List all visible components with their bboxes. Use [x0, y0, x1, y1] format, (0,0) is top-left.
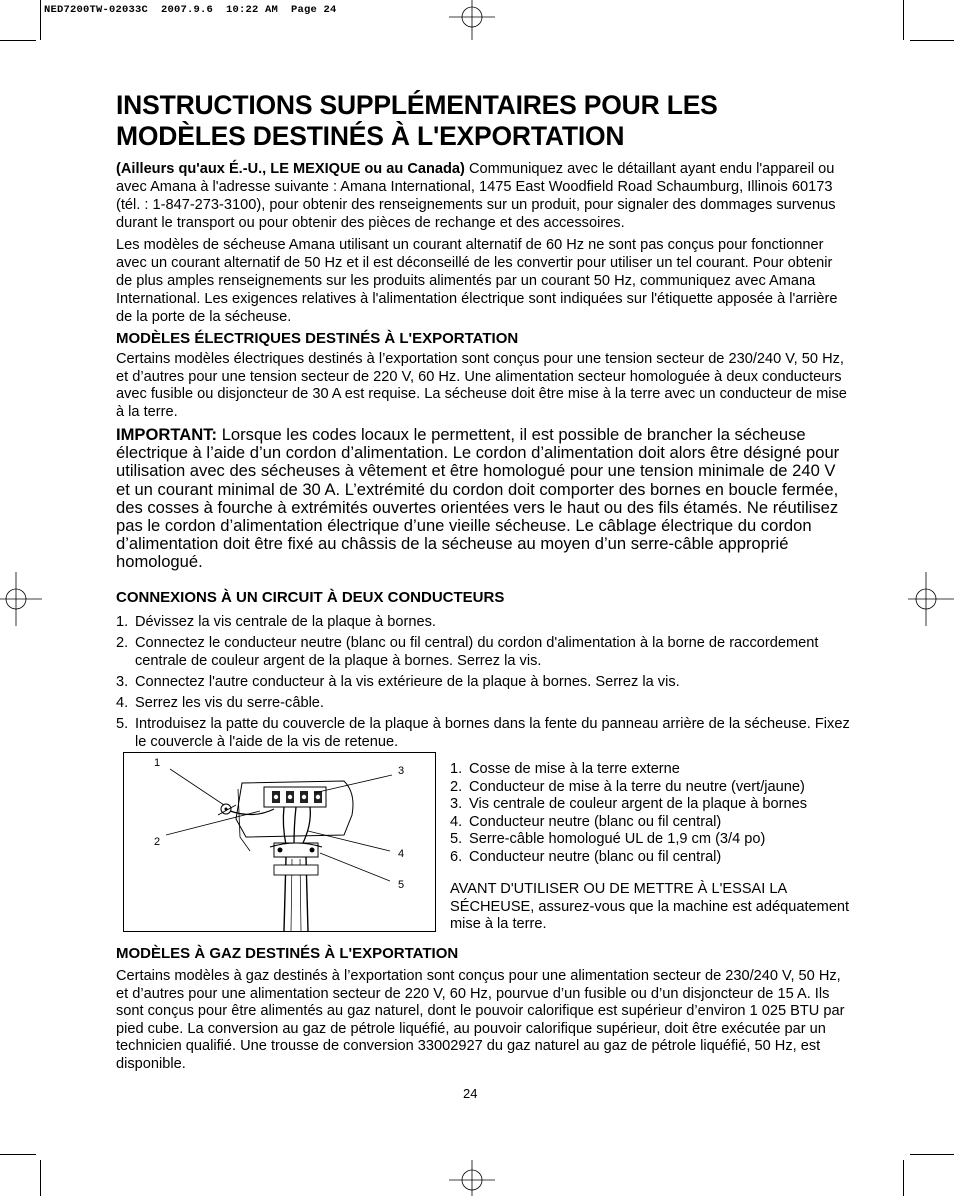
electric-export-heading: MODÈLES ÉLECTRIQUES DESTINÉS À L'EXPORTATION [116, 330, 519, 347]
legend-item: 6. Conducteur neutre (blanc ou fil central) [450, 848, 722, 865]
step-item: 1. Dévissez la vis centrale de la plaque à bornes. [116, 613, 436, 630]
crop-mark [903, 1160, 904, 1196]
grounding-warning-text: assurez-vous que la machine est adéquatement mise à la terre. [450, 898, 850, 932]
page-title-line1: INSTRUCTIONS SUPPLÉMENTAIRES POUR LES [116, 90, 718, 120]
legend-item: 5. Serre-câble homologué UL de 1,9 cm (3/4 po) [450, 831, 766, 847]
step-item: 4. Serrez les vis du serre-câble. [116, 694, 324, 711]
crop-mark [40, 1160, 41, 1196]
crop-mark [40, 0, 41, 40]
callout-2: 2 [154, 836, 161, 848]
print-header: NED7200TW-02033C 2007.9.6 10:22 AM Page 24 [44, 4, 337, 16]
registration-mark-bottom [447, 1160, 497, 1196]
intro-paragraph [116, 160, 852, 232]
page-title-line2: MODÈLES DESTINÉS À L'EXPORTATION [116, 121, 625, 151]
legend-item: 2. Conducteur de mise à la terre du neutre (vert/jaune) [450, 778, 805, 795]
step-item: 5. Introduisez la patte du couvercle de la plaque à bornes dans la fente du panneau arrière de la sécheuse. Fixez le couvercle à l'aide de la vis de retenue. [116, 715, 850, 750]
intro-text: Communiquez avec le détaillant ayant endu l'appareil ou avec Amana à l'adresse suivante : Amana International, 1475 East Woodfield Road Schaumburg, Illinois 60173 (tél. : 1-847-273-3100), pour obtenir des renseignements sur un produit, pour signaler des dommages survenus durant le transport ou pour obtenir des pièces de rechange et des accessoires. [116, 161, 836, 231]
legend-item: 3. Vis centrale de couleur argent de la plaque à bornes [450, 796, 808, 812]
gas-export-text: Certains modèles à gaz destinés à l’exportation sont conçus pour une alimentation secteur de 230/240 V, 50 Hz, et d’autres pour une alimentation secteur de 220 V, 60 Hz, pourvue d’un fusible ou d’un disjoncteur de 15 A. Ils sont conçus pour être alimentés au gaz naturel, dont le pouvoir calorifique est supérieur d’environ 1 025 BTU par pied cube. La conversion au gaz de pétrole liquéfié, au pouvoir calorifique supérieur, doit être exécutée par un technicien qualifié. Une trousse de conversion 33002927 du gaz naturel au gaz de pétrole liquéfié, 50 Hz, est disponible. [116, 968, 845, 1072]
grounding-warning-caps: AVANT D'UTILISER OU DE METTRE À L'ESSAI LA SÉCHEUSE, [450, 881, 787, 915]
gas-export-heading: MODÈLES À GAZ DESTINÉS À L'EXPORTATION [116, 945, 459, 962]
callout-3: 3 [398, 765, 405, 777]
callout-4: 4 [398, 848, 405, 860]
legend-item: 1. Cosse de mise à la terre externe [450, 761, 680, 777]
terminal-block-illustration [124, 753, 435, 931]
registration-mark-left [0, 572, 42, 626]
callout-1: 1 [154, 757, 161, 769]
page-title [116, 90, 852, 152]
important-text: Lorsque les codes locaux le permettent, il est possible de brancher la sécheuse électrique à l’aide d’un cordon d’alimentation. Le cordon d’alimentation doit alors être désigné pour utilisation avec des sécheuses à vêtement et être homologué pour une tension minimale de 240 V et un courant minimal de 30 A. L’extrémité du cordon doit comporter des bornes en boucle fermée, des cosses à fourche à extrémités ouvertes orientées vers le haut ou des fils étamés. Ne réutilisez pas le cordon d’alimentation électrique d’une vieille sécheuse. Le câblage électrique du cordon d’alimentation doit être fixé au châssis de la sécheuse au moyen d’un serre-câble approprié homologué. [116, 425, 840, 572]
crop-mark [910, 40, 954, 41]
crop-mark [0, 40, 36, 41]
registration-mark-top [447, 0, 497, 40]
gas-section [116, 945, 852, 1074]
step-item: 3. Connectez l'autre conducteur à la vis extérieure de la plaque à bornes. Serrez la vis. [116, 673, 680, 690]
diagram-legend [450, 761, 850, 934]
important-label: IMPORTANT: [116, 425, 218, 444]
registration-mark-right [908, 572, 954, 626]
crop-mark [903, 0, 904, 40]
grounding-warning [450, 881, 850, 934]
paragraph-60hz: Les modèles de sécheuse Amana utilisant un courant alternatif de 60 Hz ne sont pas conçus pour fonctionner avec un courant alternatif de 50 Hz et il est déconseillé de les convertir pour utiliser un tel courant. Pour obtenir de plus amples renseignements sur les produits alimentés par un courant 50 Hz, communiquez avec Amana International. Les exigences relatives à l'alimentation électrique sont indiquées sur l'étiquette apposée à l'arrière de la porte de la sécheuse. [116, 237, 838, 325]
electric-export-text: Certains modèles électriques destinés à l’exportation sont conçus pour une tension secteur de 230/240 V, 50 Hz, et d’autres pour une tension secteur de 220 V, 60 Hz. Une alimentation secteur homologuée à deux conducteurs avec fusible ou disjoncteur de 30 A est requise. La sécheuse doit être mise à la terre avec un conducteur de mise à la terre. [116, 351, 847, 420]
two-wire-heading: CONNEXIONS À UN CIRCUIT À DEUX CONDUCTEURS [116, 588, 505, 606]
page-number: 24 [463, 1086, 478, 1101]
wiring-figure-row [123, 752, 857, 932]
intro-bold-lead: (Ailleurs qu'aux É.-U., LE MEXIQUE ou au Canada) [116, 161, 465, 177]
callout-5: 5 [398, 879, 405, 891]
two-wire-steps [116, 613, 852, 751]
important-paragraph [116, 426, 852, 572]
legend-item: 4. Conducteur neutre (blanc ou fil central) [450, 813, 722, 830]
step-item: 2. Connectez le conducteur neutre (blanc ou fil central) du cordon d'alimentation à la borne de raccordement centrale de couleur argent de la plaque à bornes. Serrez la vis. [116, 634, 819, 669]
wiring-diagram [123, 752, 436, 932]
page-content [116, 90, 852, 751]
crop-mark [0, 1154, 36, 1155]
crop-mark [910, 1154, 954, 1155]
